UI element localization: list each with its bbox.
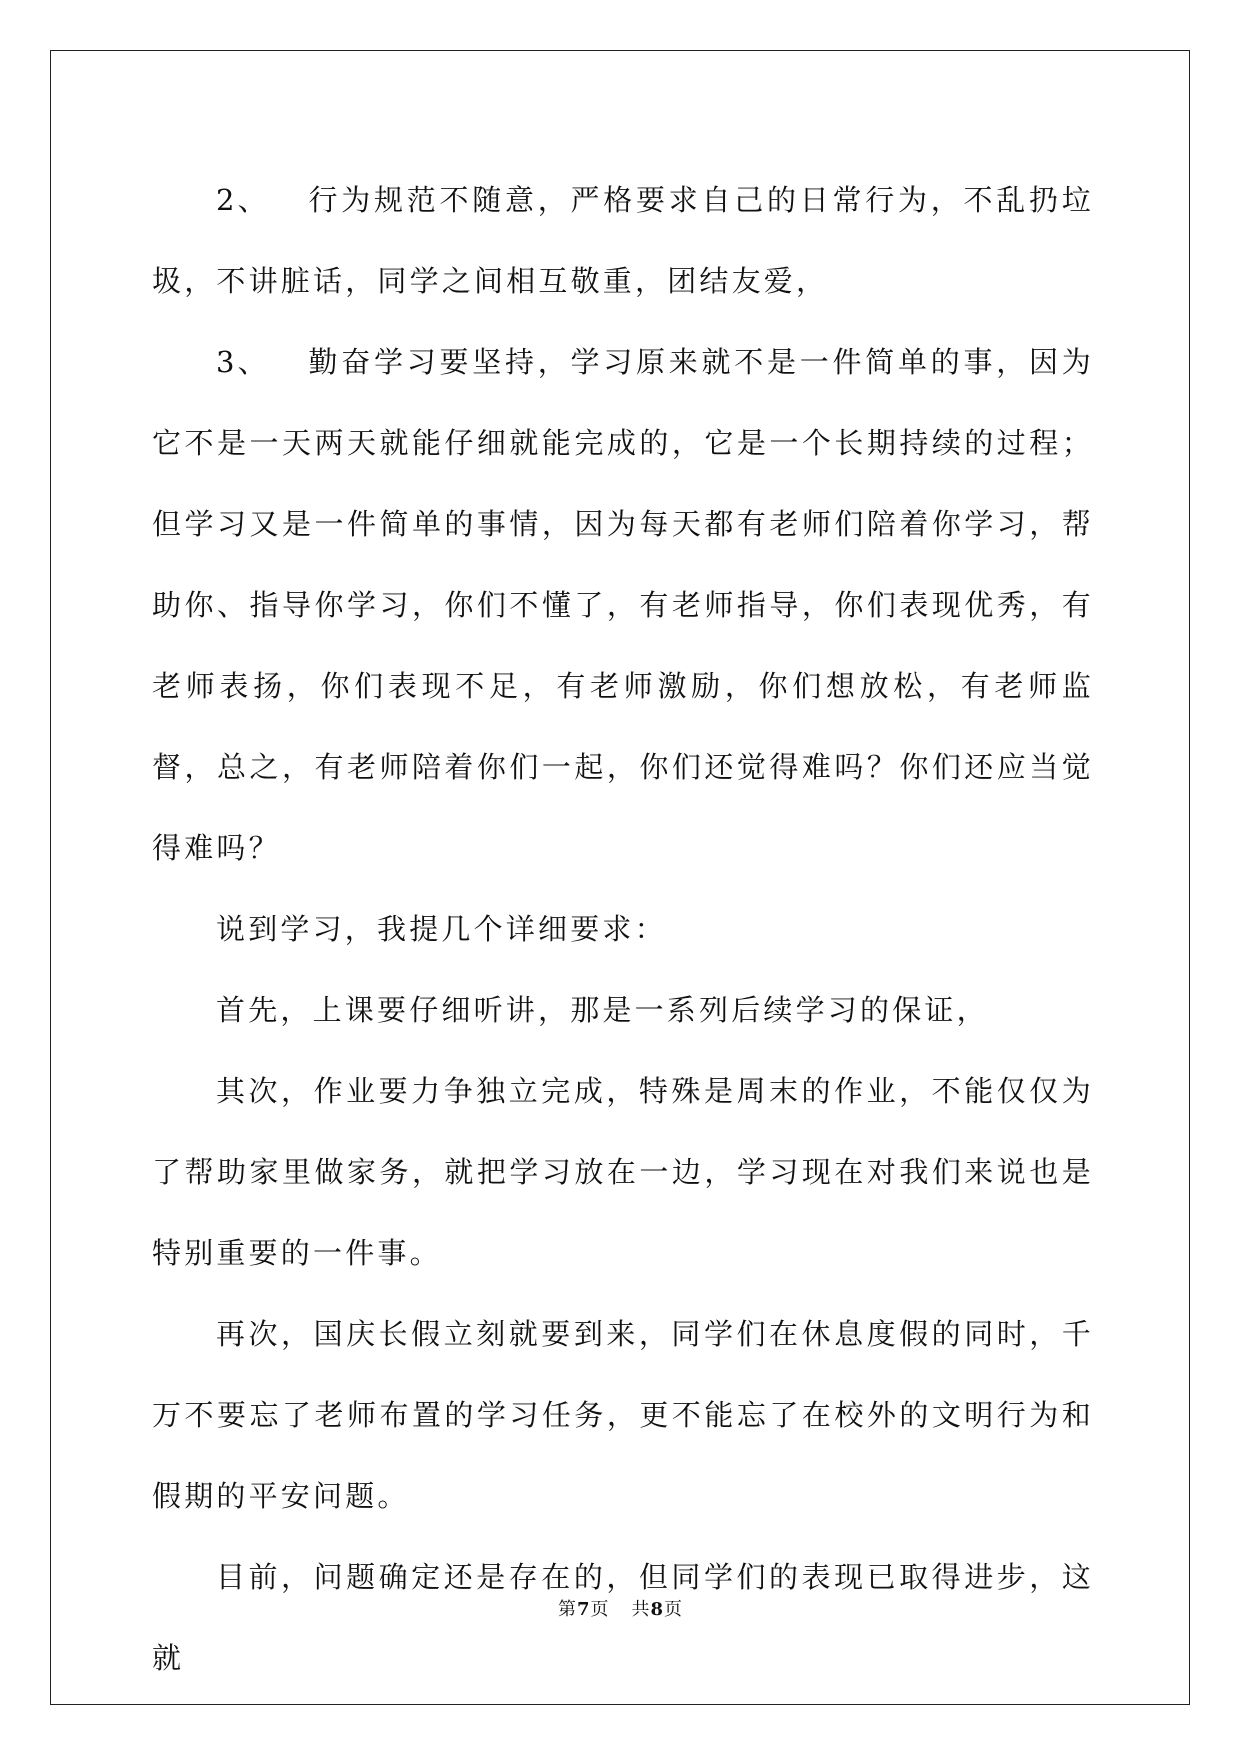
paragraph-third: 再次，国庆长假立刻就要到来，同学们在休息度假的同时，千万不要忘了老师布置的学习任务，更不能忘了在校外的文明行为和假期的平安问题。 xyxy=(152,1317,1094,1513)
document-body xyxy=(152,160,1094,1699)
list-number: 2、 xyxy=(216,183,270,217)
footer-total-suffix: 页 xyxy=(664,1599,684,1620)
footer-page-suffix: 页 xyxy=(590,1599,610,1620)
footer-total-pages: 8 xyxy=(650,1599,665,1620)
page-footer xyxy=(0,1595,1241,1621)
paragraph-rule-2 xyxy=(152,160,1094,322)
list-number: 3、 xyxy=(216,345,270,379)
paragraph-text: 勤奋学习要坚持，学习原来就不是一件简单的事，因为它不是一天两天就能仔细就能完成的，它是一个长期持续的过程；但学习又是一件简单的事情，因为每天都有老师们陪着你学习，帮助你、指导你学习，你们不懂了，有老师指导，你们表现优秀，有老师表扬，你们表现不足，有老师激励，你们想放松，有老师监督，总之，有老师陪着你们一起，你们还觉得难吗？你们还应当觉得难吗？ xyxy=(152,345,1094,865)
paragraph-second: 其次，作业要力争独立完成，特殊是周末的作业，不能仅仅为了帮助家里做家务，就把学习放在一边，学习现在对我们来说也是特别重要的一件事。 xyxy=(152,1074,1094,1270)
footer-total-prefix: 共 xyxy=(631,1599,651,1620)
paragraph-text: 行为规范不随意，严格要求自己的日常行为，不乱扔垃圾，不讲脏话，同学之间相互敬重，团结友爱， xyxy=(152,183,1094,298)
paragraph-study-requirements: 说到学习，我提几个详细要求： xyxy=(216,912,667,946)
paragraph-rule-3 xyxy=(152,322,1094,889)
paragraph-currently: 目前，问题确定还是存在的，但同学们的表现已取得进步，这就 xyxy=(152,1560,1094,1675)
footer-page-number: 7 xyxy=(576,1599,591,1620)
paragraph-first: 首先，上课要仔细听讲，那是一系列后续学习的保证， xyxy=(216,993,989,1027)
footer-page-prefix: 第 xyxy=(557,1599,577,1620)
